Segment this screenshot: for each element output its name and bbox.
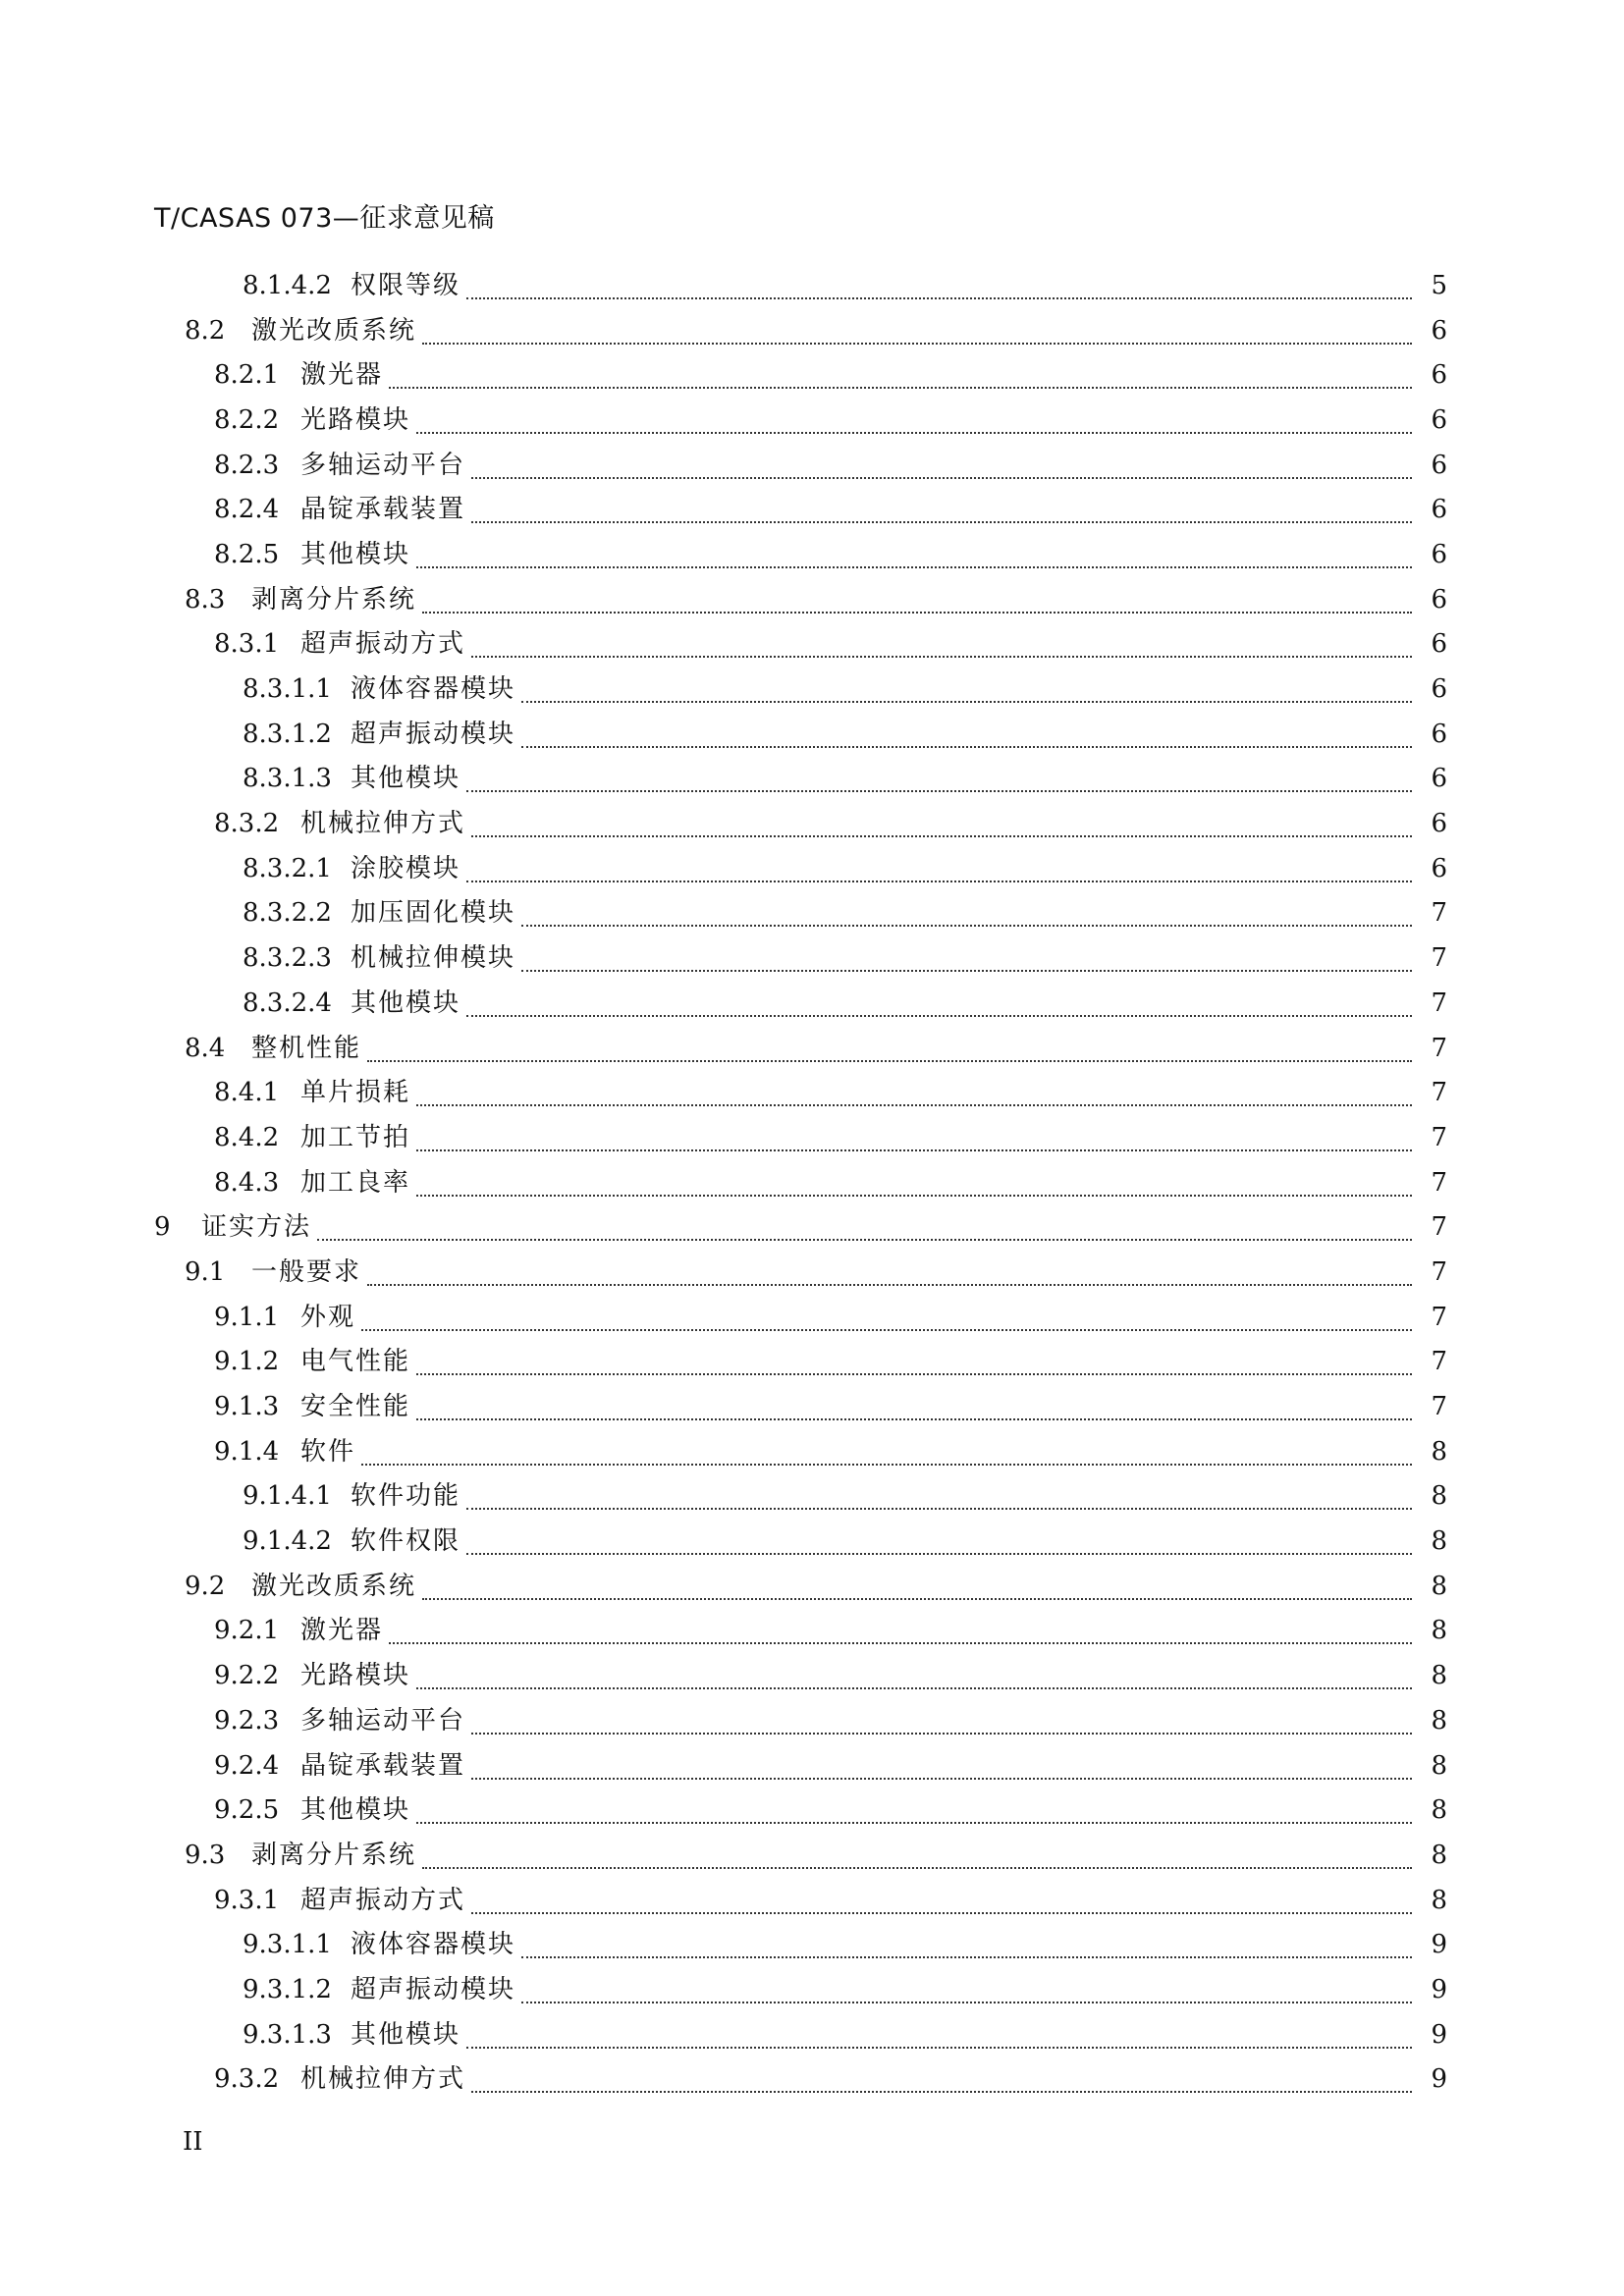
toc-entry[interactable] <box>0 1204 1624 1250</box>
toc-entry[interactable] <box>0 352 1624 398</box>
toc-entry-number: 9.2.5 <box>214 1795 280 1826</box>
toc-entry-number: 8.2.1 <box>214 360 280 391</box>
toc-entry-title: 加工良率 <box>300 1167 411 1198</box>
toc-entry-number: 8.2.2 <box>214 404 280 435</box>
toc-entry-page: 6 <box>1431 629 1447 660</box>
toc-entry[interactable] <box>0 577 1624 622</box>
toc-entry[interactable] <box>0 1384 1624 1429</box>
toc-entry[interactable] <box>0 1922 1624 1967</box>
toc-dot-leader <box>367 1284 1412 1286</box>
toc-entry-number: 8.3.1.2 <box>243 719 332 749</box>
toc-dot-leader <box>521 2002 1412 2003</box>
toc-entry[interactable] <box>0 1743 1624 1789</box>
toc-dot-leader <box>466 881 1412 882</box>
toc-entry-number: 9.1.4.1 <box>243 1481 332 1512</box>
toc-entry-title: 软件功能 <box>351 1481 461 1512</box>
toc-entry[interactable] <box>0 487 1624 532</box>
toc-dot-leader <box>317 1239 1412 1241</box>
toc-entry-page: 8 <box>1431 1750 1447 1781</box>
toc-entry-number: 8.3.2.4 <box>243 988 332 1018</box>
toc-dot-leader <box>521 925 1412 927</box>
toc-entry[interactable] <box>0 1026 1624 1071</box>
toc-entry-title: 超声振动模块 <box>351 719 516 749</box>
toc-entry[interactable] <box>0 1698 1624 1743</box>
toc-dot-leader <box>389 387 1412 389</box>
toc-entry-page: 7 <box>1431 1347 1447 1377</box>
toc-entry-page: 7 <box>1431 1033 1447 1063</box>
toc-entry-title: 多轴运动平台 <box>300 1705 466 1735</box>
toc-entry-number: 8.3 <box>185 584 226 614</box>
toc-entry-title: 其他模块 <box>300 539 411 569</box>
toc-entry-page: 8 <box>1431 1840 1447 1870</box>
toc-dot-leader <box>466 1015 1412 1017</box>
toc-dot-leader <box>471 1912 1412 1914</box>
toc-entry-title: 证实方法 <box>201 1212 312 1243</box>
toc-entry-page: 6 <box>1431 809 1447 839</box>
table-of-contents <box>0 263 1624 2102</box>
toc-entry-title: 激光器 <box>300 1616 384 1646</box>
toc-entry-title: 激光器 <box>300 360 384 391</box>
toc-entry-page: 6 <box>1431 315 1447 346</box>
toc-dot-leader <box>416 1149 1412 1151</box>
toc-entry-number: 9.1.2 <box>214 1347 280 1377</box>
toc-entry-page: 8 <box>1431 1571 1447 1601</box>
toc-entry-title: 加压固化模块 <box>351 898 516 929</box>
toc-entry-page: 7 <box>1431 1122 1447 1152</box>
toc-dot-leader <box>422 343 1412 345</box>
toc-entry-number: 8.2.4 <box>214 495 280 525</box>
toc-entry-page: 6 <box>1431 404 1447 435</box>
toc-entry-title: 剥离分片系统 <box>251 584 417 614</box>
toc-entry-title: 超声振动方式 <box>300 629 466 660</box>
toc-dot-leader <box>466 297 1412 299</box>
toc-entry[interactable] <box>0 1609 1624 1654</box>
toc-dot-leader <box>416 1418 1412 1420</box>
toc-dot-leader <box>471 2091 1412 2093</box>
toc-dot-leader <box>416 1195 1412 1197</box>
toc-dot-leader <box>416 1373 1412 1375</box>
toc-dot-leader <box>466 1508 1412 1510</box>
toc-entry-title: 激光改质系统 <box>251 1571 417 1601</box>
toc-entry[interactable] <box>0 891 1624 936</box>
toc-entry-number: 8.4.2 <box>214 1122 280 1152</box>
toc-entry[interactable] <box>0 1653 1624 1698</box>
toc-entry-page: 7 <box>1431 943 1447 974</box>
toc-entry-number: 8.4.3 <box>214 1167 280 1198</box>
toc-entry-title: 其他模块 <box>351 988 461 1018</box>
toc-entry-title: 液体容器模块 <box>351 674 516 705</box>
toc-entry[interactable] <box>0 712 1624 757</box>
toc-entry-page: 8 <box>1431 1885 1447 1915</box>
toc-entry-number: 8.3.1 <box>214 629 280 660</box>
toc-entry-title: 其他模块 <box>351 764 461 794</box>
toc-entry-page: 6 <box>1431 584 1447 614</box>
toc-entry-number: 8.3.2.2 <box>243 898 332 929</box>
toc-entry-page: 8 <box>1431 1481 1447 1512</box>
toc-entry-number: 8.3.1.3 <box>243 764 332 794</box>
toc-entry-number: 8.4.1 <box>214 1078 280 1108</box>
toc-entry-page: 6 <box>1431 360 1447 391</box>
toc-entry-page: 6 <box>1431 674 1447 705</box>
toc-entry[interactable] <box>0 757 1624 802</box>
toc-entry-number: 9.3.1.1 <box>243 1930 332 1960</box>
toc-entry-title: 电气性能 <box>300 1347 411 1377</box>
toc-dot-leader <box>466 1553 1412 1555</box>
toc-entry-page: 9 <box>1431 2019 1447 2050</box>
toc-entry[interactable] <box>0 443 1624 488</box>
toc-entry-number: 9.3 <box>185 1840 226 1870</box>
toc-entry-page: 8 <box>1431 1526 1447 1557</box>
toc-dot-leader <box>471 1778 1412 1780</box>
toc-entry[interactable] <box>0 1115 1624 1160</box>
toc-dot-leader <box>471 477 1412 479</box>
toc-entry-title: 安全性能 <box>300 1392 411 1422</box>
toc-dot-leader <box>471 1733 1412 1735</box>
toc-entry-title: 光路模块 <box>300 1661 411 1691</box>
toc-entry[interactable] <box>0 1564 1624 1609</box>
toc-entry-title: 晶锭承载装置 <box>300 495 466 525</box>
toc-entry-page: 5 <box>1431 270 1447 300</box>
toc-entry-page: 6 <box>1431 764 1447 794</box>
toc-entry-title: 机械拉伸模块 <box>351 943 516 974</box>
document-header: T/CASAS 073—征求意见稿 <box>154 203 495 234</box>
toc-entry-title: 外观 <box>300 1302 356 1332</box>
toc-entry[interactable] <box>0 1967 1624 2012</box>
toc-entry-number: 8.2.5 <box>214 539 280 569</box>
toc-entry-title: 超声振动方式 <box>300 1885 466 1915</box>
toc-entry-number: 8.2.3 <box>214 450 280 480</box>
toc-dot-leader <box>521 1956 1412 1958</box>
toc-entry-title: 多轴运动平台 <box>300 450 466 480</box>
toc-entry-page: 7 <box>1431 898 1447 929</box>
toc-dot-leader <box>521 970 1412 972</box>
toc-entry[interactable] <box>0 1429 1624 1474</box>
toc-entry-title: 软件权限 <box>351 1526 461 1557</box>
toc-entry[interactable] <box>0 801 1624 846</box>
toc-entry-number: 9.3.2 <box>214 2064 280 2095</box>
toc-entry-number: 9.3.1.3 <box>243 2019 332 2050</box>
toc-dot-leader <box>471 656 1412 658</box>
toc-entry-page: 7 <box>1431 1167 1447 1198</box>
toc-entry-number: 9.2 <box>185 1571 226 1601</box>
toc-entry[interactable] <box>0 1474 1624 1520</box>
toc-entry[interactable] <box>0 263 1624 308</box>
toc-entry-title: 液体容器模块 <box>351 1930 516 1960</box>
toc-entry-title: 权限等级 <box>351 270 461 300</box>
toc-entry-page: 7 <box>1431 988 1447 1018</box>
toc-entry-page: 6 <box>1431 495 1447 525</box>
toc-entry[interactable] <box>0 1340 1624 1385</box>
toc-dot-leader <box>389 1642 1412 1644</box>
toc-entry-title: 光路模块 <box>300 404 411 435</box>
toc-dot-leader <box>367 1060 1412 1062</box>
toc-entry[interactable] <box>0 667 1624 712</box>
toc-entry-number: 8.1.4.2 <box>243 270 332 300</box>
toc-entry-number: 9.1.4.2 <box>243 1526 332 1557</box>
toc-dot-leader <box>416 1822 1412 1824</box>
toc-entry-number: 8.2 <box>185 315 226 346</box>
toc-dot-leader <box>521 701 1412 703</box>
toc-entry-page: 7 <box>1431 1256 1447 1287</box>
toc-entry-title: 其他模块 <box>351 2019 461 2050</box>
toc-entry-page: 7 <box>1431 1078 1447 1108</box>
toc-entry-title: 激光改质系统 <box>251 315 417 346</box>
toc-dot-leader <box>466 2047 1412 2049</box>
toc-entry[interactable] <box>0 308 1624 353</box>
toc-dot-leader <box>416 432 1412 434</box>
toc-entry[interactable] <box>0 622 1624 667</box>
toc-entry-number: 9.1.4 <box>214 1436 280 1467</box>
toc-entry[interactable] <box>0 1788 1624 1833</box>
toc-entry-page: 9 <box>1431 1974 1447 2004</box>
toc-dot-leader <box>422 1867 1412 1869</box>
toc-entry-number: 8.3.2.3 <box>243 943 332 974</box>
toc-entry[interactable] <box>0 1295 1624 1340</box>
toc-dot-leader <box>361 1329 1412 1331</box>
toc-entry-number: 9.1.1 <box>214 1302 280 1332</box>
toc-entry[interactable] <box>0 2012 1624 2057</box>
toc-entry-page: 6 <box>1431 719 1447 749</box>
toc-entry-number: 9.3.1 <box>214 1885 280 1915</box>
toc-entry-title: 软件 <box>300 1436 356 1467</box>
toc-entry[interactable] <box>0 532 1624 577</box>
toc-entry-title: 机械拉伸方式 <box>300 2064 466 2095</box>
toc-entry-title: 单片损耗 <box>300 1078 411 1108</box>
toc-entry-title: 加工节拍 <box>300 1122 411 1152</box>
toc-entry-page: 8 <box>1431 1795 1447 1826</box>
toc-dot-leader <box>361 1464 1412 1466</box>
toc-entry[interactable] <box>0 981 1624 1026</box>
toc-dot-leader <box>471 521 1412 523</box>
toc-entry-number: 8.3.2.1 <box>243 853 332 883</box>
toc-entry-title: 晶锭承载装置 <box>300 1750 466 1781</box>
toc-entry[interactable] <box>0 2057 1624 2103</box>
toc-dot-leader <box>416 566 1412 568</box>
toc-entry-title: 涂胶模块 <box>351 853 461 883</box>
toc-entry[interactable] <box>0 846 1624 891</box>
toc-entry-number: 8.3.2 <box>214 809 280 839</box>
toc-entry-title: 整机性能 <box>251 1033 362 1063</box>
toc-dot-leader <box>422 612 1412 614</box>
toc-entry-page: 6 <box>1431 853 1447 883</box>
toc-dot-leader <box>471 835 1412 837</box>
toc-entry-number: 8.4 <box>185 1033 226 1063</box>
toc-entry[interactable] <box>0 1160 1624 1205</box>
toc-entry-title: 剥离分片系统 <box>251 1840 417 1870</box>
toc-entry[interactable] <box>0 1250 1624 1295</box>
toc-entry-page: 7 <box>1431 1302 1447 1332</box>
toc-dot-leader <box>416 1687 1412 1689</box>
toc-dot-leader <box>416 1104 1412 1106</box>
toc-entry-page: 6 <box>1431 450 1447 480</box>
toc-dot-leader <box>521 746 1412 748</box>
toc-entry-page: 7 <box>1431 1392 1447 1422</box>
toc-entry-page: 7 <box>1431 1212 1447 1243</box>
toc-entry-page: 8 <box>1431 1661 1447 1691</box>
toc-entry[interactable] <box>0 1833 1624 1878</box>
toc-entry-title: 其他模块 <box>300 1795 411 1826</box>
page-number: II <box>183 2127 203 2157</box>
toc-entry-number: 9.2.4 <box>214 1750 280 1781</box>
toc-entry-number: 9.2.1 <box>214 1616 280 1646</box>
toc-dot-leader <box>466 790 1412 792</box>
toc-entry-title: 机械拉伸方式 <box>300 809 466 839</box>
toc-entry-number: 9 <box>154 1212 171 1243</box>
toc-entry-page: 9 <box>1431 2064 1447 2095</box>
toc-entry-page: 6 <box>1431 539 1447 569</box>
toc-entry-page: 8 <box>1431 1705 1447 1735</box>
toc-entry-title: 超声振动模块 <box>351 1974 516 2004</box>
toc-entry-page: 9 <box>1431 1930 1447 1960</box>
toc-entry-title: 一般要求 <box>251 1256 362 1287</box>
toc-entry-number: 9.1 <box>185 1256 226 1287</box>
toc-entry-number: 9.2.3 <box>214 1705 280 1735</box>
toc-entry[interactable] <box>0 1878 1624 1923</box>
toc-dot-leader <box>422 1598 1412 1600</box>
toc-entry[interactable] <box>0 1070 1624 1115</box>
toc-entry-number: 8.3.1.1 <box>243 674 332 705</box>
toc-entry[interactable] <box>0 935 1624 981</box>
toc-entry-page: 8 <box>1431 1616 1447 1646</box>
toc-entry-page: 8 <box>1431 1436 1447 1467</box>
toc-entry-number: 9.3.1.2 <box>243 1974 332 2004</box>
toc-entry[interactable] <box>0 398 1624 443</box>
toc-entry-number: 9.1.3 <box>214 1392 280 1422</box>
toc-entry-number: 9.2.2 <box>214 1661 280 1691</box>
toc-entry[interactable] <box>0 1519 1624 1564</box>
